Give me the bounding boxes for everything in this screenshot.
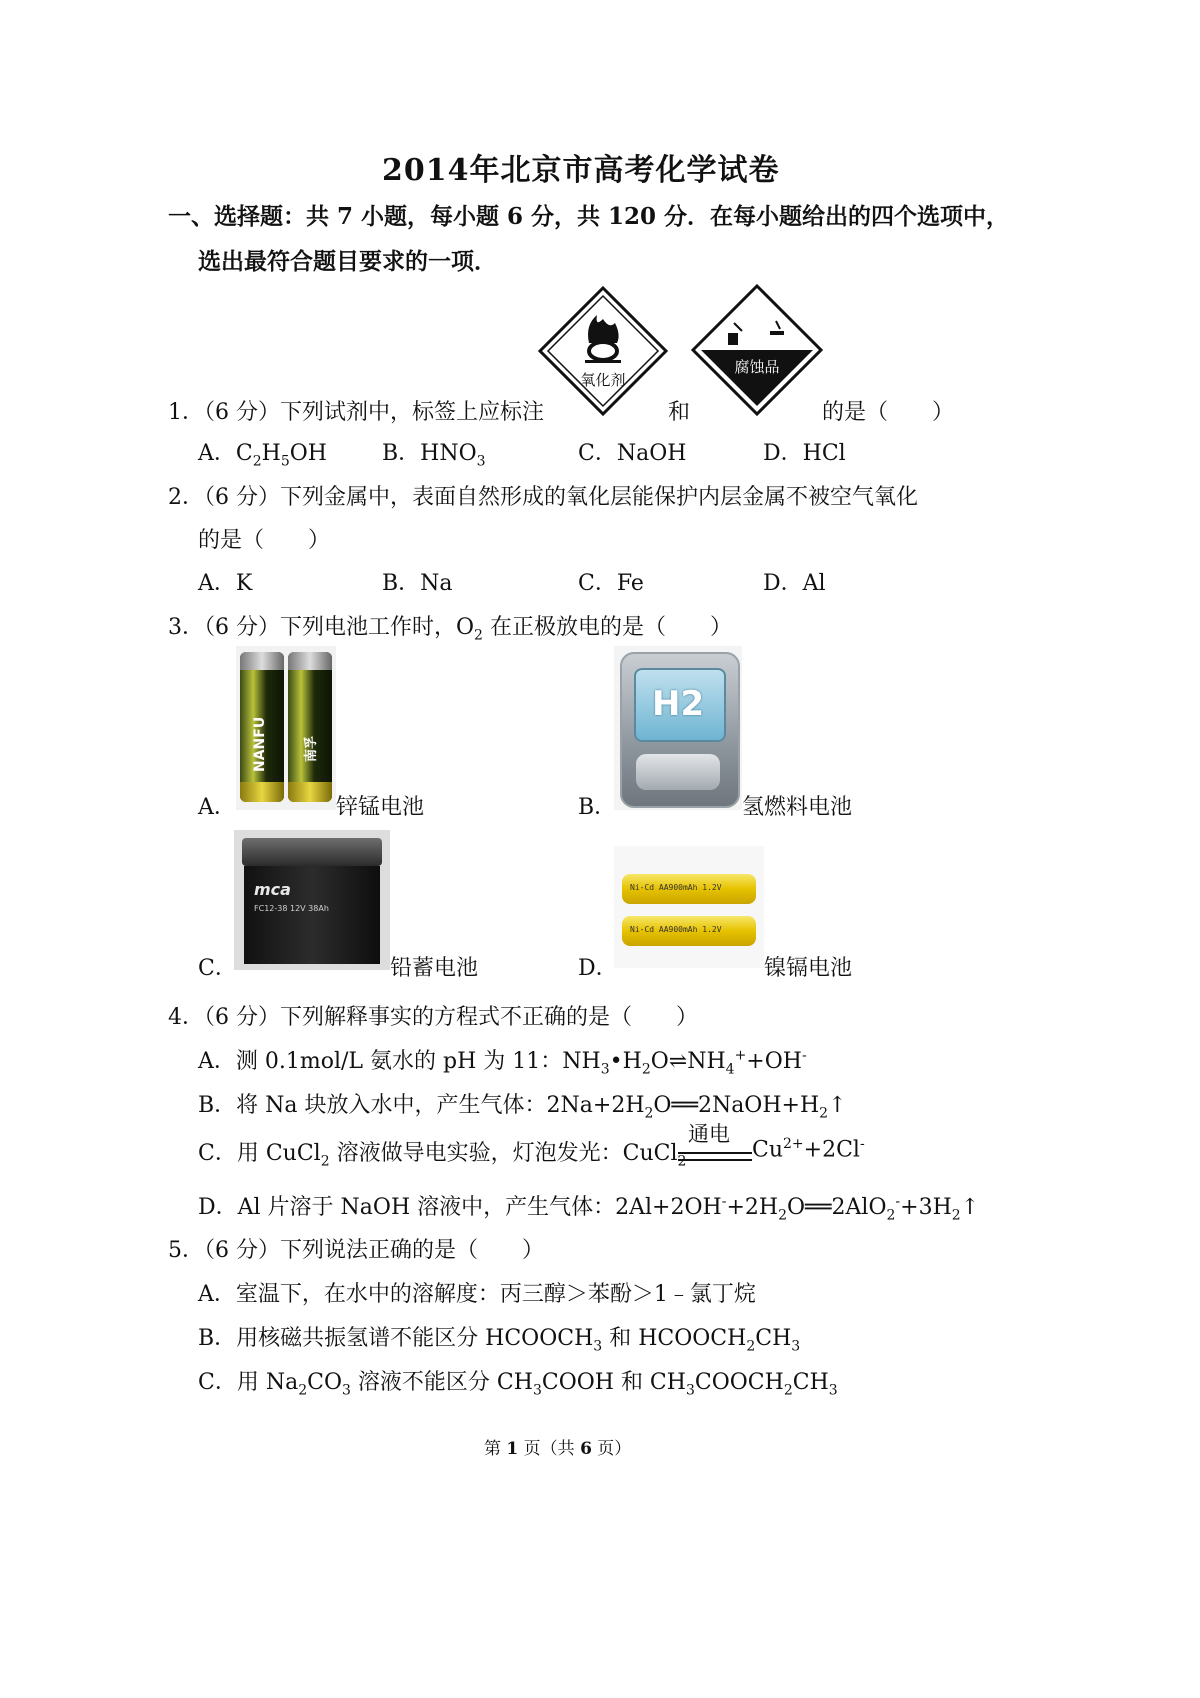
option-key: C． [578, 441, 617, 466]
question-3-option-c-label: 铅蓄电池 [390, 956, 479, 981]
eq-text: O══2AlO [787, 1195, 887, 1220]
page-title: 2014年北京市高考化学试卷 [382, 153, 780, 188]
page-number: 1 [506, 1439, 519, 1459]
eq-text: +OH [746, 1049, 802, 1074]
option-key: D． [763, 441, 803, 466]
eq-text: B．将 Na 块放入水中，产生气体：2Na+2H [198, 1093, 645, 1118]
eq-sub: 3 [828, 1382, 838, 1399]
eq-sub: 2 [886, 1207, 896, 1224]
question-1-option-b [382, 436, 486, 469]
option-key: B． [382, 441, 421, 466]
question-2-option-b: B．Na [382, 571, 453, 596]
zinc-manganese-battery-image [236, 646, 336, 810]
eq-sup: - [859, 1136, 865, 1152]
page-total: 6 [580, 1439, 592, 1459]
eq-sub: 2 [783, 1382, 793, 1399]
option-text: HCl [802, 441, 846, 466]
question-5-stem: 5．（6 分）下列说法正确的是（ ） [168, 1238, 544, 1263]
question-3-option-d-label: 镍镉电池 [764, 956, 853, 981]
question-3-option-a-key: A． [198, 795, 236, 820]
h2-mark: H2 [652, 684, 705, 724]
corrosive-hazard-sign [690, 283, 824, 417]
stem-text: 3．（6 分）下列电池工作时，O [168, 615, 475, 640]
eq-sub: 2 [778, 1207, 787, 1224]
eq-sup: 2+ [783, 1136, 804, 1152]
battery-brand-cn-label: 南孚 [304, 735, 319, 762]
battery-1 [240, 652, 284, 802]
eq-sub: 3 [593, 1338, 603, 1355]
reaction-double-line [678, 1152, 752, 1161]
question-5-option-c [198, 1365, 838, 1398]
battery-brand: mca [254, 880, 291, 899]
eq-text: •H [609, 1049, 642, 1074]
battery-2 [288, 652, 332, 802]
nickel-cadmium-battery-image [614, 846, 764, 968]
nicd-print-1: Ni-Cd AA900mAh 1.2V [630, 883, 722, 892]
formula-subscript: 2 [252, 453, 262, 470]
eq-text: COOCH [694, 1370, 784, 1395]
formula-subscript: 5 [280, 453, 290, 470]
fuel-cell-base [636, 754, 720, 790]
battery-lid [242, 838, 382, 866]
hydrogen-fuel-cell-image [614, 646, 742, 810]
question-1-stem-part-a: 1．（6 分）下列试剂中，标签上应标注 [168, 400, 544, 425]
eq-sub: 2 [320, 1153, 330, 1170]
corrosive-sign-label: 腐蚀品 [734, 358, 780, 376]
oxidizer-sign-label: 氧化剂 [580, 371, 626, 389]
eq-text: CH [792, 1370, 829, 1395]
question-2-option-c: C．Fe [578, 571, 644, 596]
eq-sub: 2 [746, 1338, 756, 1355]
eq-sup: + [734, 1047, 747, 1064]
eq-text: C．用 CuCl [198, 1141, 321, 1166]
eq-sub: 4 [725, 1061, 735, 1078]
eq-text: ↑ [828, 1093, 847, 1118]
eq-sub: 3 [685, 1382, 695, 1399]
nicd-cell-1 [622, 874, 756, 904]
question-4-option-c [198, 1136, 686, 1169]
eq-sub: 3 [342, 1382, 351, 1399]
question-4-stem: 4．（6 分）下列解释事实的方程式不正确的是（ ） [168, 1005, 698, 1030]
question-1-stem [168, 395, 544, 426]
eq-text: C．用 Na [198, 1370, 299, 1395]
eq-text: 溶液做导电实验，灯泡发光：CuCl [329, 1141, 678, 1166]
question-3-option-b-label: 氢燃料电池 [742, 795, 853, 820]
formula-part: C [235, 441, 253, 466]
formula-part: OH [289, 441, 327, 466]
question-5-option-a: A．室温下，在水中的溶解度：丙三醇＞苯酚＞1﹣氯丁烷 [198, 1282, 756, 1307]
formula-part: H [261, 441, 281, 466]
question-3-option-a-label: 锌锰电池 [336, 795, 425, 820]
battery-brand-label: NANFU [252, 716, 268, 772]
question-4-option-a [198, 1044, 807, 1077]
eq-sup: - [895, 1193, 901, 1210]
eq-sub: 2 [951, 1207, 961, 1224]
question-5-option-b [198, 1321, 800, 1354]
question-3-option-d-key: D． [578, 956, 618, 981]
eq-text: CO [307, 1370, 342, 1395]
eq-sub: 3 [532, 1382, 542, 1399]
question-1-option-a [198, 436, 327, 469]
eq-text: 溶液不能区分 CH [350, 1370, 533, 1395]
eq-sup: - [721, 1193, 727, 1210]
option-text: NaOH [616, 441, 687, 466]
eq-text: O⇌NH [650, 1049, 726, 1074]
battery-spec: FC12-38 12V 38Ah [254, 904, 329, 913]
question-3-option-c-key: C． [198, 956, 237, 981]
eq-text: B．用核磁共振氢谱不能区分 HCOOCH [198, 1326, 594, 1351]
question-1-stem-and: 和 [668, 400, 691, 425]
question-2-stem-line1: 2．（6 分）下列金属中，表面自然形成的氧化层能保护内层金属不被空气氧化 [168, 485, 918, 510]
page-footer [484, 1434, 631, 1459]
question-4-option-b [198, 1088, 847, 1121]
eq-sub: 2 [644, 1105, 654, 1122]
option-key: A． [198, 441, 236, 466]
question-2-stem-line2: 的是（ ） [198, 528, 331, 553]
eq-text: COOH 和 CH [541, 1370, 686, 1395]
lead-acid-battery-image [234, 830, 390, 970]
question-3-option-b-key: B． [578, 795, 617, 820]
question-1-option-c [578, 436, 686, 467]
section-heading-line2: 选出最符合题目要求的一项． [198, 248, 497, 275]
question-3-stem [168, 610, 732, 643]
footer-text: 页） [591, 1439, 632, 1459]
eq-sub: 2 [677, 1153, 687, 1170]
question-1-option-d [763, 436, 846, 467]
eq-text: ↑ [960, 1195, 980, 1220]
eq-text: 和 HCOOCH [602, 1326, 747, 1351]
footer-text: 页（共 [518, 1439, 581, 1459]
eq-text: Cu [752, 1137, 784, 1163]
eq-text: CH [755, 1326, 792, 1351]
question-2-option-d: D．Al [763, 571, 826, 596]
eq-sub: 3 [600, 1061, 610, 1078]
eq-text: +3H [900, 1195, 952, 1220]
eq-sub: 2 [819, 1105, 829, 1122]
eq-sup: - [801, 1047, 807, 1064]
formula-part: HNO [420, 441, 477, 466]
section-heading-line1: 一、选择题：共 7 小题，每小题 6 分，共 120 分．在每小题给出的四个选项中， [168, 203, 1010, 230]
formula-subscript: 2 [474, 627, 483, 644]
eq-text: A．测 0.1mol/L 氨水的 pH 为 11：NH [198, 1049, 601, 1074]
eq-text: +2Cl [803, 1137, 860, 1163]
question-4-option-d [198, 1190, 979, 1223]
eq-sub: 2 [298, 1382, 308, 1399]
nicd-print-2: Ni-Cd AA900mAh 1.2V [630, 925, 722, 934]
formula-subscript: 3 [476, 453, 486, 470]
eq-sub: 2 [641, 1061, 651, 1078]
electrolysis-condition-label: 通电 [688, 1122, 730, 1146]
nicd-cell-2 [622, 916, 756, 946]
eq-text: O══2NaOH+H [653, 1093, 820, 1118]
footer-text: 第 [484, 1439, 507, 1459]
question-2-option-a: A．K [198, 571, 253, 596]
eq-text: D．Al 片溶于 NaOH 溶液中，产生气体：2Al+2OH [198, 1195, 722, 1220]
eq-text: +2H [726, 1195, 779, 1220]
question-1-stem-end: 的是（ ） [822, 400, 955, 425]
oxidizer-hazard-sign [537, 285, 669, 417]
stem-text: 在正极放电的是（ ） [482, 615, 732, 640]
eq-sub: 3 [791, 1338, 801, 1355]
question-4-option-c-products [752, 1136, 865, 1162]
